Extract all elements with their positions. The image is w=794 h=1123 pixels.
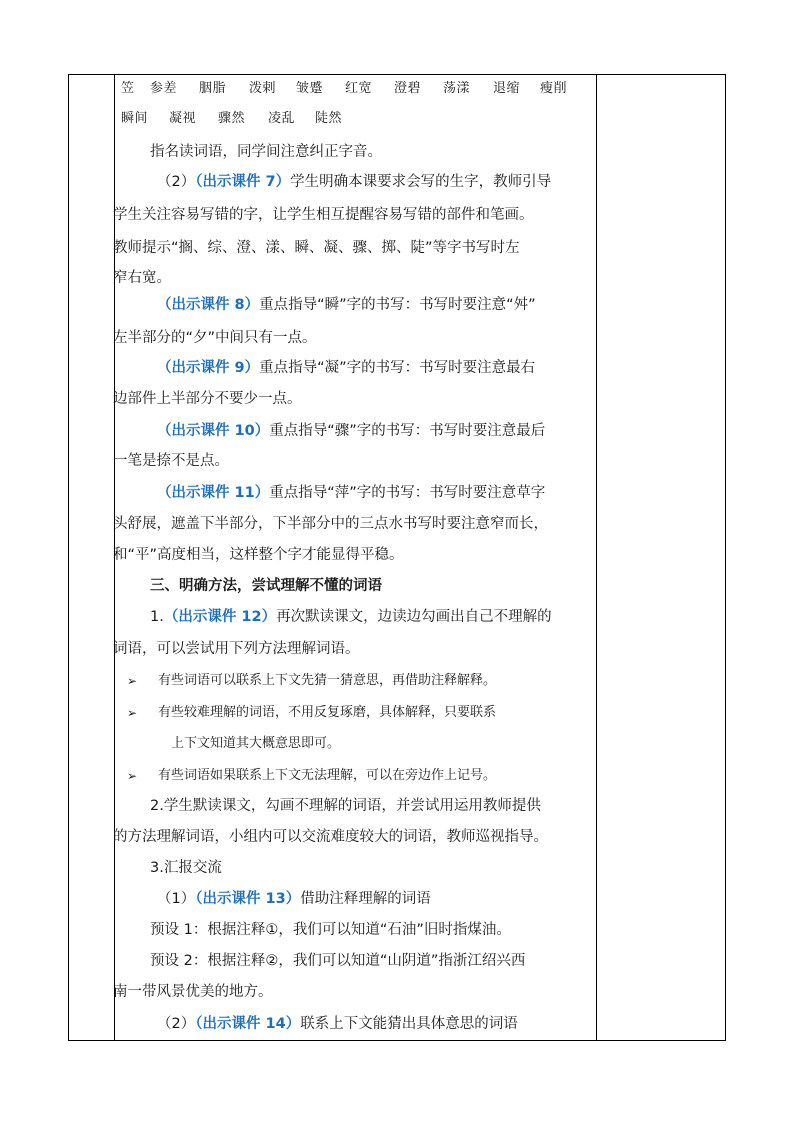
paragraph-courseware-9 (157, 358, 595, 378)
text-line: 借助注释理解的词语 (300, 891, 431, 907)
text-line: 联系上下文能猜出具体意思的词语 (300, 1016, 518, 1032)
paragraph-courseware-14 (157, 1014, 595, 1034)
section-heading: 三、明确方法，尝试理解不懂的词语 (150, 578, 382, 594)
paragraph-courseware-7 (157, 172, 595, 192)
text-line: 词语，可以尝试用下列方法理解词语。 (113, 641, 360, 657)
vocab-word: 胭脂 (199, 81, 227, 96)
courseware-tag: （出示课件 12） (163, 609, 277, 625)
vocab-word: 红宽 (345, 81, 373, 96)
arrow-bullet-icon: ➢ (127, 706, 138, 720)
courseware-tag: （出示课件 13） (195, 891, 301, 907)
courseware-tag: （出示课件 10） (157, 423, 270, 439)
text-line: 的方法理解词语，小组内可以交流难度较大的词语，教师巡视指导。 (113, 829, 548, 845)
paragraph-courseware-12 (150, 607, 595, 627)
paragraph-courseware-13 (157, 889, 595, 909)
text-line: 再次默读课文，边读边勾画出自己不理解的 (276, 609, 552, 625)
courseware-tag: （出示课件 7） (195, 174, 291, 190)
vocab-word: 泼剌 (249, 81, 277, 96)
arrow-bullet-icon: ➢ (127, 674, 138, 688)
bullet-text: 有些词语如果联系上下文无法理解，可以在旁边作上记号。 (158, 768, 497, 783)
text-line: 重点指导“凝”字的书写：书写时要注意最右 (259, 360, 536, 376)
vocab-word: 参差 (150, 81, 178, 96)
arrow-bullet-icon: ➢ (127, 769, 138, 783)
vocab-word: 瘦削 (540, 81, 568, 96)
text-line: 一笔是捺不是点。 (113, 453, 229, 469)
item-number: （2） (157, 1016, 196, 1032)
vocab-word: 澄碧 (394, 81, 422, 96)
vocab-word: 凝视 (169, 111, 197, 126)
text-line: 重点指导“瞬”字的书写：书写时要注意“舛” (259, 297, 536, 313)
vocab-word: 瞬间 (121, 111, 149, 126)
paragraph-read-words: 指名读词语，同学间注意纠正字音。 (150, 144, 382, 160)
item-number: 1. (150, 609, 164, 625)
paragraph-courseware-8 (157, 295, 595, 315)
vocab-word: 皱蹙 (296, 81, 324, 96)
text-line: 2.学生默读课文，勾画不理解的词语，并尝试用运用教师提供 (150, 798, 541, 814)
text-line: 重点指导“骤”字的书写：书写时要注意最后 (269, 423, 546, 439)
vocab-word: 骤然 (218, 111, 246, 126)
vocab-word: 凌乱 (268, 111, 296, 126)
vocab-word: 退缩 (493, 81, 521, 96)
courseware-tag: （出示课件 11） (157, 485, 270, 501)
report-heading: 3.汇报交流 (150, 860, 222, 876)
text-line: 预设 1：根据注释①，我们可以知道“石油”旧时指煤油。 (150, 922, 511, 938)
vocab-word: 笠 (121, 81, 135, 96)
vocab-word: 陡然 (315, 111, 343, 126)
text-line: 重点指导“萍”字的书写：书写时要注意草字 (269, 485, 546, 501)
text-line: 预设 2：根据注释②，我们可以知道“山阴道”指浙江绍兴西 (150, 953, 526, 969)
text-line: 南一带风景优美的地方。 (113, 984, 273, 1000)
text-line: 和“平”高度相当，这样整个字才能显得平稳。 (113, 547, 404, 563)
text-line: 学生关注容易写错的字，让学生相互提醒容易写错的部件和笔画。 (113, 207, 534, 223)
item-number: （1） (157, 891, 196, 907)
text-line: 学生明确本课要求会写的生字，教师引导 (290, 174, 552, 190)
text-line: 边部件上半部分不要少一点。 (113, 391, 302, 407)
column-divider-right (596, 75, 597, 1040)
bullet-text: 上下文知道其大概意思即可。 (171, 736, 341, 751)
courseware-tag: （出示课件 14） (195, 1016, 301, 1032)
item-number: （2） (157, 174, 196, 190)
text-line: 教师提示“搁、综、澄、漾、瞬、凝、骤、掷、陡”等字书写时左 (113, 240, 520, 256)
paragraph-courseware-11 (157, 483, 595, 503)
text-line: 左半部分的“夕”中间只有一点。 (113, 330, 317, 346)
bullet-text: 有些词语可以联系上下文先猜一猜意思，再借助注释解释。 (158, 673, 497, 688)
vocab-word: 荡漾 (443, 81, 471, 96)
bullet-text: 有些较难理解的词语，不用反复琢磨，具体解释，只要联系 (158, 705, 497, 720)
courseware-tag: （出示课件 9） (157, 360, 260, 376)
text-line: 窄右宽。 (113, 270, 171, 286)
text-line: 头舒展，遮盖下半部分，下半部分中的三点水书写时要注意窄而长， (113, 516, 548, 532)
courseware-tag: （出示课件 8） (157, 297, 260, 313)
paragraph-courseware-10 (157, 421, 595, 441)
